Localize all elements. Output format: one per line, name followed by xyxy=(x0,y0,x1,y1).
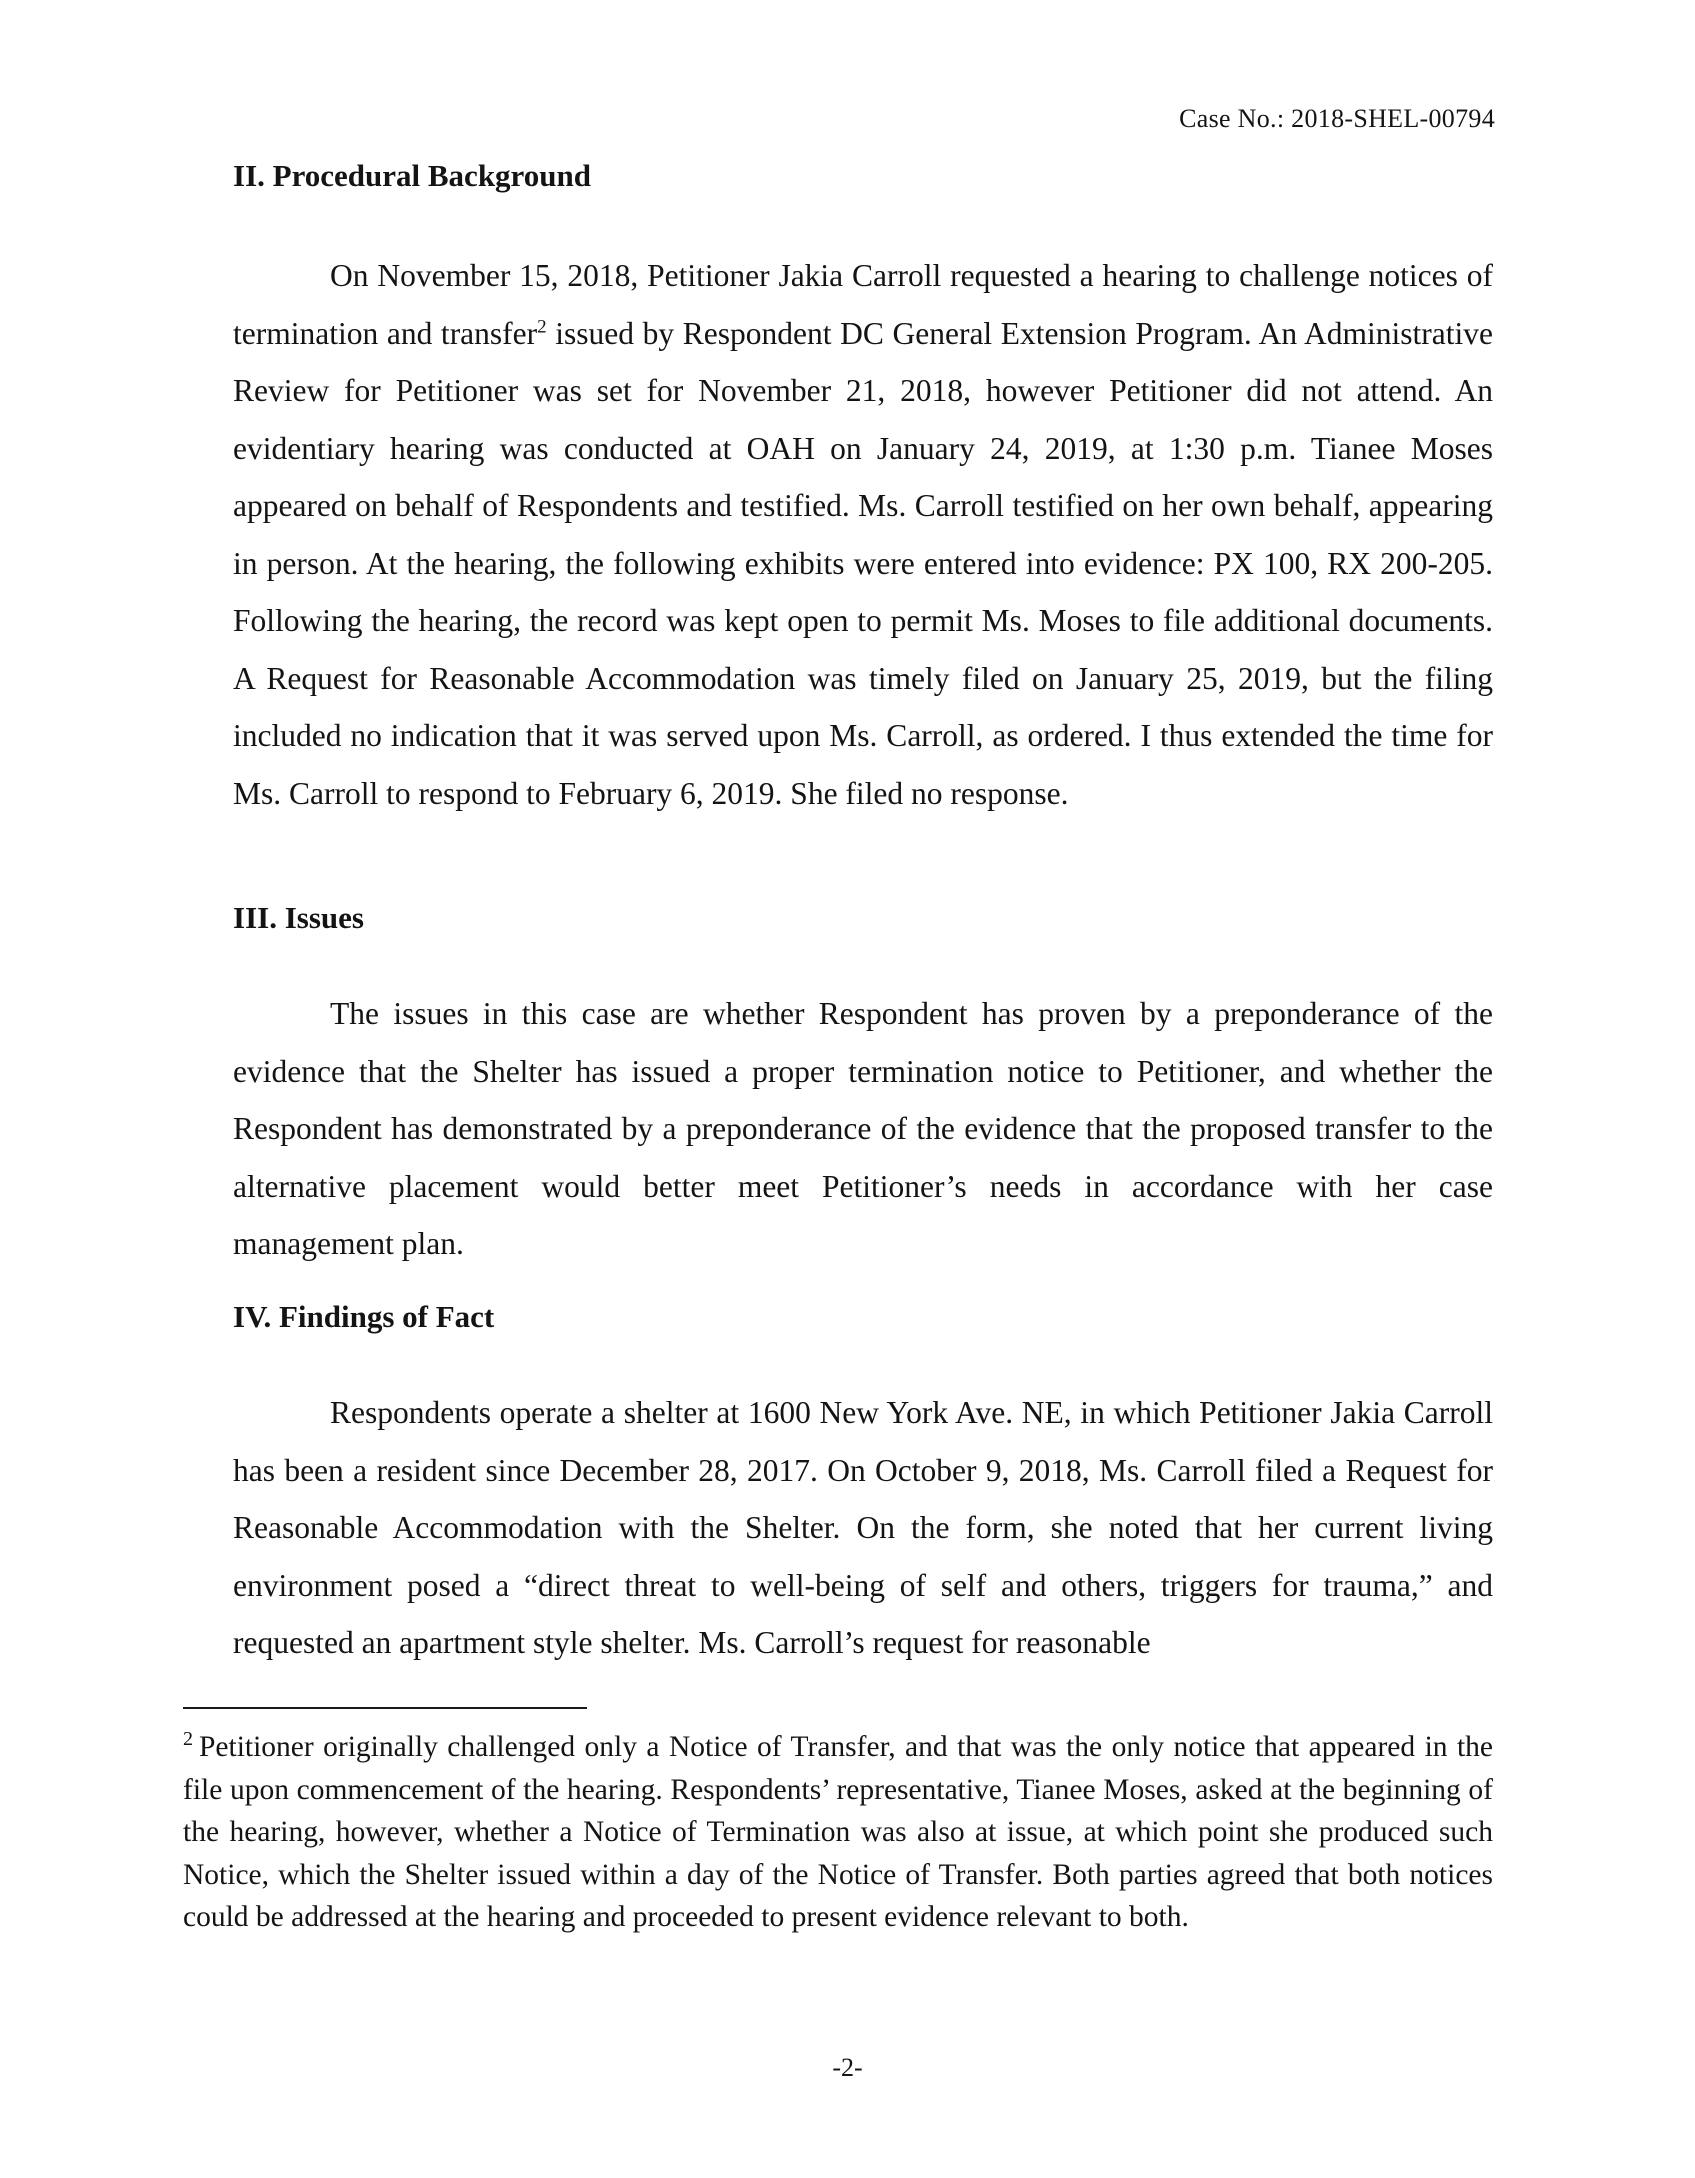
procedural-background-paragraph xyxy=(233,247,1493,822)
paragraph-text-end: issued by Respondent DC General Extension Program. An Administrative Review for Petitioner was set for November 21, 2018, however Petitioner did not attend. An evidentiary hearing was conducted at OAH on January 24, 2019, at 1:30 p.m. Tianee Moses appeared on behalf of Respondents and testified. Ms. Carroll testified on her own behalf, appearing in person. At the hearing, the following exhibits were entered into evidence: PX 100, RX 200-205. Following the hearing, the record was kept open to permit Ms. Moses to file additional documents. A Request for Reasonable Accommodation was timely filed on January 25, 2019, but the filing included no indication that it was served upon Ms. Carroll, as ordered. I thus extended the time for Ms. Carroll to respond to February 6, 2019. She filed no response. xyxy=(233,315,1493,811)
section-heading-findings-of-fact: IV. Findings of Fact xyxy=(233,1299,495,1334)
footnote-number: 2 xyxy=(183,1728,193,1751)
paragraph-text-start: On November 15, 2018, Petitioner Jakia Carroll requested a hearing to challenge notices of termination and transfer xyxy=(233,258,1493,351)
issues-paragraph: The issues in this case are whether Respondent has proven by a preponderance of the evidence that the Shelter has issued a proper termination notice to Petitioner, and whether the Respondent has demonstrated by a preponderance of the evidence that the proposed transfer to the alternative placement would better meet Petitioner’s needs in accordance with her case management plan. xyxy=(233,996,1493,1261)
section-heading-procedural-background: II. Procedural Background xyxy=(233,158,591,193)
footnote-separator xyxy=(183,1707,587,1709)
footnote xyxy=(183,1726,1493,1939)
case-number: Case No.: 2018-SHEL-00794 xyxy=(1179,104,1495,133)
findings-of-fact-paragraph: Respondents operate a shelter at 1600 New York Ave. NE, in which Petitioner Jakia Carroll has been a resident since December 28, 2017. On October 9, 2018, Ms. Carroll filed a Request for Reasonable Accommodation with the Shelter. On the form, she noted that her current living environment posed a “direct threat to well-being of self and others, triggers for trauma,” and requested an apartment style shelter. Ms. Carroll’s request for reasonable xyxy=(233,1395,1493,1660)
page-number: -2- xyxy=(832,2053,863,2082)
section-heading-issues: III. Issues xyxy=(233,900,364,935)
footnote-text: Petitioner originally challenged only a Notice of Transfer, and that was the only notice that appeared in the file upon commencement of the hearing. Respondents’ representative, Tianee Moses, asked at the beginning of the hearing, however, whether a Notice of Termination was also at issue, at which point she produced such Notice, which the Shelter issued within a day of the Notice of Transfer. Both parties agreed that both notices could be addressed at the hearing and proceeded to present evidence relevant to both. xyxy=(183,1731,1493,1933)
footnote-reference: 2 xyxy=(537,316,547,337)
